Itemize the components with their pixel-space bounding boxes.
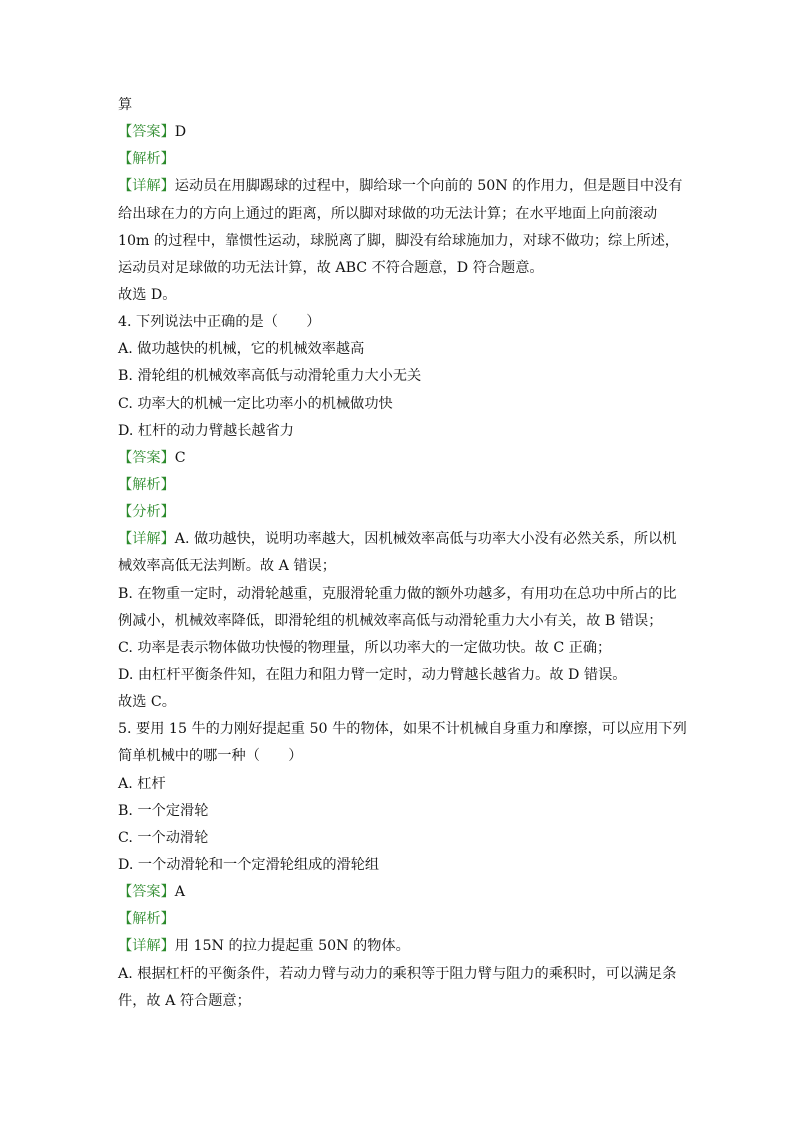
text-line	[118, 499, 678, 526]
line-text: 5. 要用 15 牛的力刚好提起重 50 牛的物体，如果不计机械自身重力和摩擦，可以应用下列	[118, 721, 687, 738]
text-line	[118, 961, 678, 988]
text-line	[118, 798, 678, 825]
text-line	[118, 309, 678, 336]
line-text: A. 杠杆	[118, 775, 166, 792]
line-text: B. 滑轮组的机械效率高低与动滑轮重力大小无关	[118, 368, 422, 385]
line-text: A. 做功越快的机械，它的机械效率越高	[118, 341, 365, 358]
line-text: 运动员在用脚踢球的过程中，脚给球一个向前的 50N 的作用力，但是题目中没有	[174, 178, 683, 195]
text-line	[118, 581, 678, 608]
document-body	[118, 92, 687, 1015]
line-text: B. 一个定滑轮	[118, 802, 209, 819]
line-text: 简单机械中的哪一种（ ）	[118, 748, 303, 765]
line-text: 10m 的过程中，靠惯性运动，球脱离了脚，脚没有给球施加力，对球不做功；综上所述，	[118, 232, 679, 249]
text-line	[118, 92, 678, 119]
section-tag: 【答案】	[118, 884, 175, 901]
line-text: A	[174, 884, 186, 901]
text-line	[118, 336, 678, 363]
line-text: A. 做功越快，说明功率越大，因机械效率高低与功率大小没有必然关系，所以机	[174, 531, 677, 548]
text-line	[118, 173, 683, 200]
line-text: A. 根据杠杆的平衡条件，若动力臂与动力的乘积等于阻力臂与阻力的乘积时，可以满足条	[118, 965, 677, 982]
text-line	[118, 689, 678, 716]
line-text: 用 15N 的拉力提起重 50N 的物体。	[174, 938, 410, 955]
section-tag: 【解析】	[118, 151, 175, 168]
section-tag: 【解析】	[118, 911, 175, 928]
text-line	[118, 526, 678, 553]
line-text: 4. 下列说法中正确的是（ ）	[118, 314, 321, 331]
section-tag: 【分析】	[118, 504, 175, 521]
text-line	[118, 716, 687, 743]
text-line	[118, 472, 678, 499]
section-tag: 【详解】	[118, 178, 175, 195]
text-line	[118, 771, 678, 798]
section-tag: 【详解】	[118, 938, 175, 955]
text-line	[118, 228, 678, 255]
line-text: D. 杠杆的动力臂越长越省力	[118, 422, 294, 439]
text-line	[118, 282, 678, 309]
text-line	[118, 255, 678, 282]
text-line	[118, 391, 678, 418]
line-text: 运动员对足球做的功无法计算，故 ABC 不符合题意，D 符合题意。	[118, 259, 544, 276]
text-line	[118, 988, 678, 1015]
line-text: 械效率高低无法判断。故 A 错误；	[118, 558, 336, 575]
text-line	[118, 933, 678, 960]
text-line	[118, 418, 678, 445]
line-text: C. 一个动滑轮	[118, 829, 209, 846]
line-text: B. 在物重一定时，动滑轮越重，克服滑轮重力做的额外功越多，有用功在总功中所占的比	[118, 585, 677, 602]
section-tag: 【答案】	[118, 124, 175, 141]
line-text: 故选 C。	[118, 694, 176, 711]
text-line	[118, 635, 678, 662]
text-line	[118, 201, 678, 228]
text-line	[118, 825, 678, 852]
section-tag: 【答案】	[118, 449, 175, 466]
line-text: D. 一个动滑轮和一个定滑轮组成的滑轮组	[118, 856, 380, 873]
section-tag: 【解析】	[118, 476, 175, 493]
text-line	[118, 906, 678, 933]
line-text: 故选 D。	[118, 286, 177, 303]
line-text: 例减小，机械效率降低，即滑轮组的机械效率高低与动滑轮重力大小有关，故 B 错误；	[118, 612, 663, 629]
line-text: 给出球在力的方向上通过的距离，所以脚对球做的功无法计算；在水平地面上向前滚动	[118, 205, 658, 222]
line-text: D	[174, 124, 187, 141]
line-text: C. 功率大的机械一定比功率小的机械做功快	[118, 395, 393, 412]
text-line	[118, 146, 678, 173]
text-line	[118, 662, 678, 689]
line-text: C. 功率是表示物体做功快慢的物理量，所以功率大的一定做功快。故 C 正确；	[118, 639, 612, 656]
line-text: 算	[118, 97, 133, 113]
text-line	[118, 119, 678, 146]
text-line	[118, 852, 678, 879]
text-line	[118, 363, 678, 390]
line-text: 件，故 A 符合题意；	[118, 992, 251, 1009]
text-line	[118, 608, 678, 635]
line-text: C	[174, 449, 186, 466]
text-line	[118, 553, 678, 580]
text-line	[118, 743, 678, 770]
text-line	[118, 445, 678, 472]
text-line	[118, 879, 678, 906]
line-text: D. 由杠杆平衡条件知，在阻力和阻力臂一定时，动力臂越长越省力。故 D 错误。	[118, 666, 627, 683]
section-tag: 【详解】	[118, 531, 175, 548]
